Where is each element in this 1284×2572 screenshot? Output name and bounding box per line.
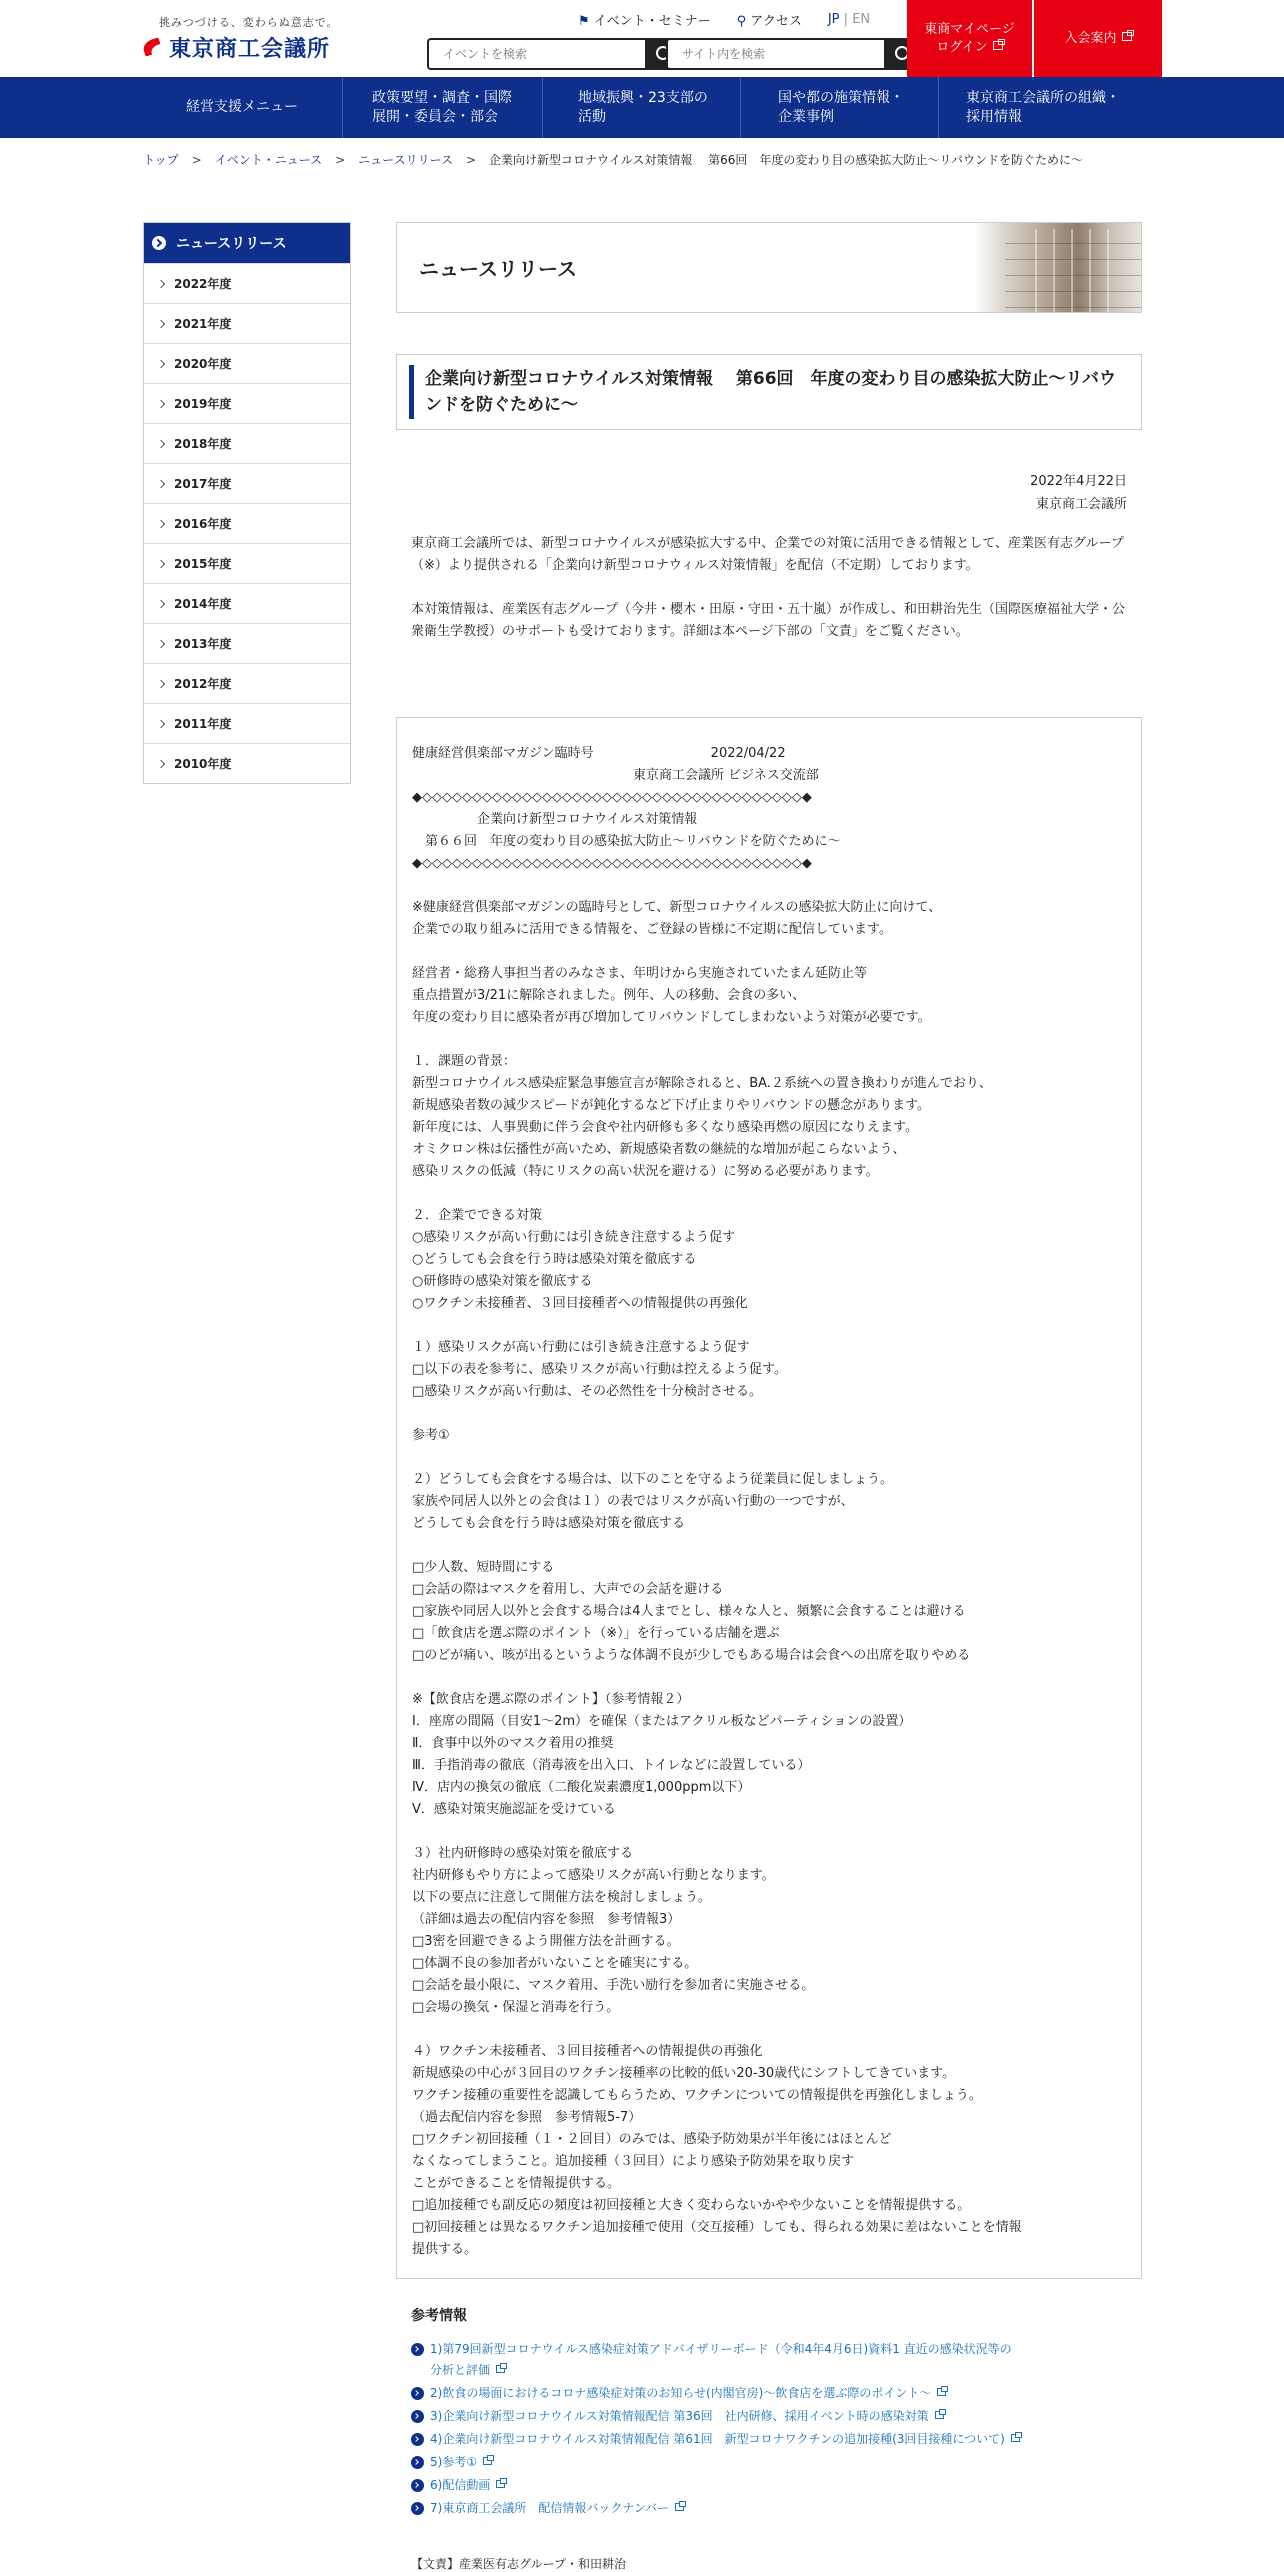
breadcrumb-link-news-release[interactable]: ニュースリリース	[358, 153, 453, 167]
magazine-line: ○研修時の感染対策を徹底する	[412, 1274, 593, 1289]
reference-link[interactable]	[411, 2452, 1131, 2473]
magazine-line: □3密を回避できるよう開催方法を計画する。	[412, 1934, 680, 1949]
magazine-line	[412, 1447, 1132, 1469]
magazine-line: ２．企業でできる対策	[412, 1208, 543, 1223]
sidebar-item-2016[interactable]: 2016年度	[144, 503, 350, 543]
breadcrumb-link-events-news[interactable]: イベント・ニュース	[214, 153, 323, 167]
article-lead	[411, 533, 1125, 665]
magazine-line: ◆◇◇◇◇◇◇◇◇◇◇◇◇◇◇◇◇◇◇◇◇◇◇◇◇◇◇◇◇◇◇◇◇◇◇◇◇◇◇◆	[412, 790, 812, 805]
join-button[interactable]: 入会案内	[1034, 0, 1162, 77]
magazine-line: Ⅲ．手指消毒の徹底（消毒液を出入口、トイレなどに設置している）	[412, 1758, 811, 1773]
magazine-line	[412, 1183, 1132, 1205]
magazine-line: 以下の要点に注意して開催方法を検討しましょう。	[412, 1890, 712, 1905]
magazine-line: □のどが痛い、咳が出るというような体調不良が少しでもある場合は会食への出席を取りやめる	[412, 1648, 971, 1663]
utility-nav	[578, 10, 870, 29]
magazine-line: 年度の変わり目に感染者が再び増加してリバウンドしてしまわないよう対策が必要です。	[412, 1010, 931, 1025]
magazine-line: ワクチン接種の重要性を認識してもらうため、ワクチンについての情報提供を再強化しましょう。	[412, 2088, 982, 2103]
util-link-events[interactable]: ⚑ イベント・セミナー	[578, 14, 711, 29]
lead-paragraph: 東京商工会議所では、新型コロナウイルスが感染拡大する中、企業での対策に活用できる情報として、産業医有志グループ（※）より提供される「企業向け新型コロナウィルス対策情報」を配信（不定期）しております。	[411, 536, 1124, 573]
magazine-line: オミクロン株は伝播性が高いため、新規感染者数の継続的な増加が起こらないよう、	[412, 1142, 906, 1157]
magazine-line: 健康経営倶楽部マガジン臨時号 2022/04/22	[412, 746, 786, 761]
magazine-line: 東京商工会議所 ビジネス交流部	[412, 768, 819, 783]
reference-link[interactable]	[411, 2429, 1131, 2450]
logo-mark-icon	[143, 38, 167, 58]
building-image	[975, 223, 1141, 313]
sidebar-item-2017[interactable]: 2017年度	[144, 463, 350, 503]
magazine-line: □ワクチン初回接種（１・２回目）のみでは、感染予防効果が半年後にはほとんど	[412, 2132, 892, 2147]
magazine-line	[412, 1821, 1132, 1843]
reference-link[interactable]	[411, 2406, 1131, 2427]
magazine-line: 企業向け新型コロナウイルス対策情報	[412, 812, 698, 827]
reference-link[interactable]	[411, 2339, 1131, 2381]
magazine-line: 感染リスクの低減（特にリスクの高い状況を避ける）に努める必要があります。	[412, 1164, 879, 1179]
reference-link[interactable]	[411, 2383, 1131, 2404]
article-title: 企業向け新型コロナウイルス対策情報 第66回 年度の変わり目の感染拡大防止～リバウンドを防ぐために～	[425, 369, 1117, 415]
section-title: ニュースリリース	[419, 257, 577, 281]
magazine-line: 新規感染者数の減少スピードが鈍化するなど下げ止まりやリバウンドの懸念があります。	[412, 1098, 931, 1113]
magazine-line: ２）どうしても会食をする場合は、以下のことを守るよう従業員に促しましょう。	[412, 1472, 894, 1487]
magazine-line	[412, 1535, 1132, 1557]
sidebar-item-2020[interactable]: 2020年度	[144, 343, 350, 383]
mypage-login-button[interactable]: 東商マイページ ログイン	[907, 0, 1032, 77]
article-org: 東京商工会議所	[1035, 497, 1127, 512]
magazine-line: Ⅴ．感染対策実施認証を受けている	[412, 1802, 616, 1817]
magazine-line: ※【飲食店を選ぶ際のポイント】（参考情報２）	[412, 1692, 690, 1707]
chevron-right-icon	[157, 759, 165, 767]
magazine-line: 家族や同居人以外との会食は１）の表ではリスクが高い行動の一つですが、	[412, 1494, 854, 1509]
magazine-line: なくなってしまうこと。追加接種（３回目）により感染予防効果を取り戻す	[412, 2154, 855, 2169]
article-meta	[1030, 470, 1127, 516]
nav-divider	[938, 77, 939, 138]
chevron-right-icon	[157, 599, 165, 607]
magazine-line: 新規感染の中心が３回目のワクチン接種率の比較的低い20-30歳代にシフトしてきています。	[412, 2066, 956, 2081]
sidebar-item-2011[interactable]: 2011年度	[144, 703, 350, 743]
chevron-right-icon	[157, 319, 165, 327]
sidebar-item-2012[interactable]: 2012年度	[144, 663, 350, 703]
magazine-line: 第６６回 年度の変わり目の感染拡大防止～リバウンドを防ぐために～	[412, 834, 841, 849]
chevron-right-icon	[157, 399, 165, 407]
sidebar-item-2018[interactable]: 2018年度	[144, 423, 350, 463]
site-search	[666, 38, 922, 70]
breadcrumb-current: 企業向け新型コロナウイルス対策情報 第66回 年度の変わり目の感染拡大防止～リバウンドを防ぐために～	[489, 153, 1084, 167]
magazine-line: １．課題の背景：	[412, 1054, 517, 1069]
external-link-icon	[993, 41, 1003, 50]
sidebar-heading[interactable]: ニュースリリース	[144, 223, 350, 263]
gnav-item-regional[interactable]: 地域振興・23支部の 活動	[578, 89, 708, 125]
magazine-line: □初回接種とは異なるワクチン追加接種で使用（交互接種）しても、得られる効果に差はないことを情報	[412, 2220, 1022, 2235]
chevron-right-icon	[157, 279, 165, 287]
chevron-circle-icon	[152, 236, 166, 250]
sidebar-item-2010[interactable]: 2010年度	[144, 743, 350, 783]
nav-divider	[542, 77, 543, 138]
magazine-line: 社内研修もやり方によって感染リスクが高い行動となります。	[412, 1868, 775, 1883]
magazine-line: □体調不良の参加者がいないことを確実にする。	[412, 1956, 698, 1971]
chevron-circle-icon	[411, 2456, 424, 2469]
lang-jp-link[interactable]: JP	[827, 12, 840, 27]
magazine-line: ※健康経営倶楽部マガジンの臨時号として、新型コロナウイルスの感染拡大防止に向けて、	[412, 900, 942, 915]
language-switch: JP | EN	[827, 12, 871, 27]
magazine-line: □少人数、短時間にする	[412, 1560, 555, 1575]
magazine-line	[412, 1667, 1132, 1689]
magazine-line: 提供する。	[412, 2242, 478, 2257]
reference-label: 4)企業向け新型コロナウイルス対策情報配信 第61回 新型コロナワクチンの追加接種(3回目接種について)	[430, 2429, 1020, 2450]
chevron-right-icon	[157, 479, 165, 487]
sidebar-item-2015[interactable]: 2015年度	[144, 543, 350, 583]
external-link-icon	[937, 2388, 946, 2396]
magazine-line	[412, 1403, 1132, 1425]
references-heading: 参考情報	[411, 2308, 467, 2324]
magazine-line	[412, 1029, 1132, 1051]
gnav-item-government-info[interactable]: 国や都の施策情報・ 企業事例	[778, 89, 904, 125]
magazine-line: ３）社内研修時の感染対策を徹底する	[412, 1846, 634, 1861]
site-header	[0, 0, 1284, 77]
magazine-line	[412, 875, 1132, 897]
magazine-line: ○どうしても会食を行う時は感染対策を徹底する	[412, 1252, 697, 1267]
magazine-line	[412, 941, 1132, 963]
logo-text: 東京商工会議所	[169, 37, 331, 62]
global-nav	[0, 77, 1284, 138]
magazine-line: 新型コロナウイルス感染症緊急事態宣言が解除されると、BA.２系統への置き換わりが進んでおり、	[412, 1076, 992, 1091]
chevron-circle-icon	[411, 2433, 424, 2446]
magazine-line: （過去配信内容を参照 参考情報5-7）	[412, 2110, 642, 2125]
magazine-line: ことができることを情報提供する。	[412, 2176, 621, 2191]
article-title-box	[396, 354, 1142, 430]
site-logo[interactable]	[143, 14, 339, 63]
magazine-line: 新年度には、人事異動に伴う会食や社内研修も多くなり感染再燃の原因になりえます。	[412, 1120, 918, 1135]
gnav-item-support-menu[interactable]: 経営支援メニュー	[186, 99, 298, 115]
event-search-input[interactable]	[427, 38, 645, 70]
chevron-right-icon	[157, 519, 165, 527]
magazine-line: ○ワクチン未接種者、３回目接種者への情報提供の再強化	[412, 1296, 748, 1311]
magazine-line: □会話の際はマスクを着用し、大声での会話を避ける	[412, 1582, 724, 1597]
external-link-icon	[496, 2365, 505, 2373]
chevron-circle-icon	[411, 2502, 424, 2515]
chevron-right-icon	[157, 359, 165, 367]
magazine-body	[412, 743, 1132, 2261]
external-link-icon	[1011, 2434, 1020, 2442]
chevron-right-icon	[157, 439, 165, 447]
chevron-right-icon	[157, 719, 165, 727]
magazine-line: □以下の表を参考に、感染リスクが高い行動は控えるよう促す。	[412, 1362, 787, 1377]
magazine-line: ◆◇◇◇◇◇◇◇◇◇◇◇◇◇◇◇◇◇◇◇◇◇◇◇◇◇◇◇◇◇◇◇◇◇◇◇◇◇◇◆	[412, 856, 812, 871]
external-link-icon	[935, 2411, 944, 2419]
map-pin-icon: ⚲	[736, 14, 747, 29]
reference-label: 7)東京商工会議所 配信情報バックナンバー	[430, 2498, 684, 2519]
person-icon: ⚑	[578, 14, 590, 29]
logo-tagline: 挑みつづける、変わらぬ意志で。	[159, 16, 339, 29]
chevron-right-icon	[157, 679, 165, 687]
magazine-line: ４）ワクチン未接種者、３回目接種者への情報提供の再強化	[412, 2044, 763, 2059]
external-link-icon	[1122, 32, 1132, 41]
chevron-right-icon	[157, 639, 165, 647]
magazine-line: 重点措置が3/21に解除されました。例年、人の移動、会食の多い、	[412, 988, 806, 1003]
chevron-circle-icon	[411, 2343, 424, 2356]
magazine-line: □会話を最小限に、マスク着用、手洗い励行を参加者に実施させる。	[412, 1978, 815, 1993]
event-search	[427, 38, 683, 70]
magazine-line: 経営者・総務人事担当者のみなさま、年明けから実施されていたまん延防止等	[412, 966, 868, 981]
section-title-box	[396, 222, 1142, 313]
sidebar-item-2022[interactable]: 2022年度	[144, 263, 350, 303]
lang-en-link[interactable]: EN	[852, 12, 871, 27]
chevron-circle-icon	[411, 2410, 424, 2423]
lead-paragraph: 本対策情報は、産業医有志グループ（今井・櫻木・田原・守田・五十嵐）が作成し、和田耕治先生（国際医療福祉大学・公衆衛生学教授）のサポートも受けております。詳細は本ページ下部の「文責」をご覧ください。	[411, 602, 1125, 639]
sidebar	[143, 222, 351, 784]
magazine-line: □家族や同居人以外と会食する場合は4人までとし、様々な人と、頻繁に会食することは避ける	[412, 1604, 966, 1619]
chevron-circle-icon	[411, 2387, 424, 2400]
magazine-line	[412, 1315, 1132, 1337]
external-link-icon	[496, 2480, 505, 2488]
external-link-icon	[675, 2503, 684, 2511]
sidebar-item-2021[interactable]: 2021年度	[144, 303, 350, 343]
article-date: 2022年4月22日	[1030, 474, 1127, 489]
chevron-circle-icon	[411, 2479, 424, 2492]
reference-label: 5)参考①	[430, 2452, 492, 2473]
magazine-line: □感染リスクが高い行動は、その必然性を十分検討させる。	[412, 1384, 763, 1399]
reference-label: 6)配信動画	[430, 2475, 505, 2496]
magazine-line: （詳細は過去の配信内容を参照 参考情報3）	[412, 1912, 681, 1927]
sidebar-item-2013[interactable]: 2013年度	[144, 623, 350, 663]
footnote: 【文責】産業医有志グループ・和田耕治	[411, 2557, 627, 2571]
magazine-line: 企業での取り組みに活用できる情報を、ご登録の皆様に不定期に配信しています。	[412, 922, 892, 937]
references	[411, 2305, 1131, 2521]
reference-link[interactable]	[411, 2475, 1131, 2496]
magazine-line: １）感染リスクが高い行動には引き続き注意するよう促す	[412, 1340, 750, 1355]
chevron-right-icon	[157, 559, 165, 567]
magazine-box	[396, 717, 1142, 2279]
breadcrumb: トップ > イベント・ニュース > ニュースリリース > 企業向け新型コロナウイルス対策情報 第66回 年度の変わり目の感染拡大防止～リバウンドを防ぐために～	[143, 153, 1084, 167]
magazine-line: 参考①	[412, 1428, 450, 1443]
title-accent-bar	[409, 365, 414, 419]
reference-label: 2)飲食の場面におけるコロナ感染症対策のお知らせ(内閣官房)～飲食店を選ぶ際のポイント～	[430, 2383, 946, 2404]
site-search-input[interactable]	[666, 38, 884, 70]
magazine-line: Ⅱ．食事中以外のマスク着用の推奨	[412, 1736, 614, 1751]
external-link-icon	[483, 2457, 492, 2465]
magazine-line	[412, 2019, 1132, 2041]
gnav-item-organization[interactable]: 東京商工会議所の組織・ 採用情報	[966, 89, 1120, 125]
sidebar-item-2019[interactable]: 2019年度	[144, 383, 350, 423]
reference-label: 1)第79回新型コロナウイルス感染症対策アドバイザリーボード（令和4年4月6日)資料1 直近の感染状況等の 分析と評価	[430, 2342, 1012, 2377]
magazine-line: Ⅰ．座席の間隔（目安1～2m）を確保（またはアクリル板などパーティションの設置）	[412, 1714, 912, 1729]
breadcrumb-link-top[interactable]: トップ	[143, 153, 179, 167]
magazine-line: どうしても会食を行う時は感染対策を徹底する	[412, 1516, 686, 1531]
magazine-line: ○感染リスクが高い行動には引き続き注意するよう促す	[412, 1230, 736, 1245]
sidebar-item-2014[interactable]: 2014年度	[144, 583, 350, 623]
magazine-line: Ⅳ．店内の換気の徹底（二酸化炭素濃度1,000ppm以下）	[412, 1780, 751, 1795]
magazine-line: □会場の換気・保湿と消毒を行う。	[412, 2000, 620, 2015]
gnav-item-policy[interactable]: 政策要望・調査・国際 展開・委員会・部会	[372, 89, 512, 125]
nav-divider	[342, 77, 343, 138]
magazine-line: □「飲食店を選ぶ際のポイント（※）」を行っている店舗を選ぶ	[412, 1626, 780, 1641]
magazine-line: □追加接種でも副反応の頻度は初回接種と大きく変わらないかやや少ないことを情報提供する。	[412, 2198, 971, 2213]
nav-divider	[740, 77, 741, 138]
util-link-access[interactable]: ⚲ アクセス	[736, 14, 802, 29]
reference-link[interactable]	[411, 2498, 1131, 2519]
reference-label: 3)企業向け新型コロナウイルス対策情報配信 第36回 社内研修、採用イベント時の感染対策	[430, 2406, 944, 2427]
